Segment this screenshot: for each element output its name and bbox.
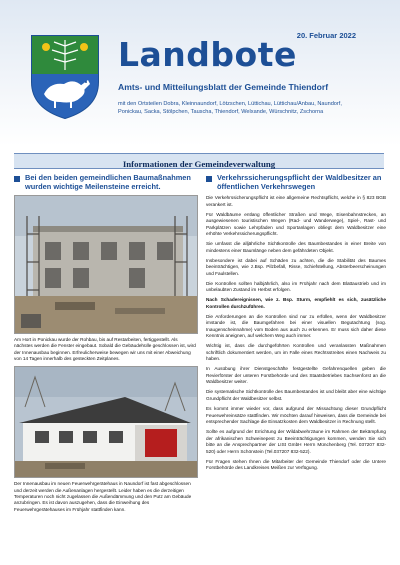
issue-date: 20. Februar 2022 (296, 31, 356, 40)
square-bullet-icon (206, 176, 212, 182)
photo-caption-hort: Am Hort in Ponickau wurde der Rohbau, bis auf Restarbeiten, fertiggestellt. Als nächstes werden die Fenster eingebaut. Sobald die Gebäudehülle geschlossen ist, wird der Innenausbau beginnen. Erfreulicherweise bewegen wir uns mit einer Abweichung von 14 Tagen innerhalb des gesteckten Zeitplanes. (14, 337, 196, 362)
coat-of-arms-icon (30, 34, 100, 120)
paragraph: Die Kontrollen sollten halbjährlich, also im Frühjahr nach dem Blattaustrieb und im unbelaubten Zustand im Herbst erfolgen. (206, 280, 386, 293)
newspaper-subtitle: Amts- und Mitteilungsblatt der Gemeinde Thiendorf (118, 82, 329, 92)
left-article (14, 174, 196, 517)
square-bullet-icon (14, 176, 20, 182)
right-headline-text: Verkehrssicherungspflicht der Waldbesitzer an öffentlichen Verkehrswegen (217, 173, 382, 191)
paragraph: Sie umfasst die alljährliche Sichtkontrolle des Baumbestandes in einer Breite von mindestens einer Baumlänge neben dem gefährdeten Objekt. (206, 241, 386, 253)
paragraph: Die Verkehrssicherungspflicht ist eine allgemeine Rechtspflicht, welche in § 823 BGB verankert ist. (206, 195, 386, 207)
left-headline (14, 174, 196, 191)
construction-site-image (15, 196, 197, 333)
section-title: Informationen der Gemeindeverwaltung (122, 159, 276, 169)
photo-caption-fire-station: Der Innenausbau im neuen Feuerwehrgerätehaus in Naundorf ist fast abgeschlossen und derzeit werden die Außenanlagen hergestellt. Leider haben es die derzeitigen Temperaturen noch nicht zugelassen die Außendämmung und den Putz am Gebäude anzubringen. Es ist davon auszugehen, dass die Einweihung des Feuerwehrgerätehauses im Frühjahr stattfinden kann. (14, 481, 192, 512)
paragraph: Es kommt immer wieder vor, dass aufgrund der Missachtung dieser Grundpflicht Feuerwehreinsätze stattfinden. Wir möchten darauf hinweisen, dass die Gemeinde bei entsprechender Sachlage die Einsatzkosten dem Waldbesitzer in Rechnung stellt. (206, 406, 386, 425)
paragraph: Die systematische Sichtkontrolle des Baumbestandes ist und bleibt aber eine wichtige Grundpflicht der Waldbesitzer selbst. (206, 389, 386, 401)
paragraph: Sollte es aufgrund der Errichtung der Wildabwehrzäune im Rahmen der Bekämpfung der afrikanischen Schweinepest zu Beeinträchtigungen kommen, wenden Sie sich bitte an die Ansprechpartner der LISt GmbH Herrn Münchenberg (Tel. 037207 832-520) oder Herrn Schönstein (Tel.037207 832-522). (206, 429, 386, 454)
newspaper-title: Landbote (118, 35, 297, 74)
masthead (0, 0, 400, 146)
paragraph: Insbesondere ist dabei auf Schäden zu achten, die die Stabilität des Baumes beeinträchtigen, wie z.Bsp. Pilzbefall, Risse, Schiefstellung, Absterbeerscheinungen und Faulstellen. (206, 257, 386, 276)
paragraph: Die Anforderungen an die Kontrollen sind nur zu erfüllen, wenn der Waldbesitzer imstande ist, die Baumgefahren bei einer visuellen Begutachtung (sog. Inaugenscheinnahme) vom Boden aus auch zu erkennen. Er muss sich daher diese Kenntnis aneignen, auf welchem Weg auch immer. (206, 313, 386, 339)
village-list: mit den Ortsteilen Dobra, Kleinnaundorf, Lötzschen, Lüttichau, Lüttichau/Anbau, Naundorf, Ponickau, Sacka, Stölpchen, Tauscha, Thiendorf, Welxande, Würschnitz, Zschorna (118, 101, 342, 116)
fire-station-image (15, 367, 197, 477)
left-headline-text: Bei den beiden gemeindlichen Baumaßnahmen wurden wichtige Meilensteine erreicht. (25, 173, 191, 191)
section-header (14, 153, 384, 169)
paragraph: Für Waldbäume entlang öffentlicher Straßen und Wege, Eisenbahnstrecken, an ausgewiesenen touristischen Wegen (Rad- und Wanderwege), Spiel-, Rast- und Parkplätzen sowie Lehrpfaden und Sportanlagen obliegt dem Waldbesitzer eine erhöhte Verkehrssicherungspflicht. (206, 211, 386, 237)
paragraph: Wichtig ist, dass die durchgeführten Kontrollen und veranlassten Maßnahmen schriftlich dokumentiert werden, um im Falle eines Rechtsstreites einen Nachweis zu haben. (206, 343, 386, 362)
paragraph: In Ausübung ihrer Dienstgeschäfte festgestellte Gefahrenquellen geben die Revierförster der unteren Forstbehörde und des Staatsbetriebes Sachsenforst an die Waldbesitzer weiter. (206, 366, 386, 385)
right-headline (206, 174, 386, 191)
photo-hort-construction (14, 195, 198, 334)
right-article (206, 174, 386, 475)
paragraph: Für Fragen stehen Ihnen die Mitarbeiter der Gemeinde Thiendorf oder die Untere Forstbehörde des Landkreises Meißen zur Verfügung. (206, 458, 386, 471)
photo-fire-station (14, 366, 198, 478)
paragraph-bold: Nach Schadereignissen, wie z. Bsp. Sturm, empfiehlt es sich, zusätzliche Kontrollen durchzuführen. (206, 297, 386, 309)
